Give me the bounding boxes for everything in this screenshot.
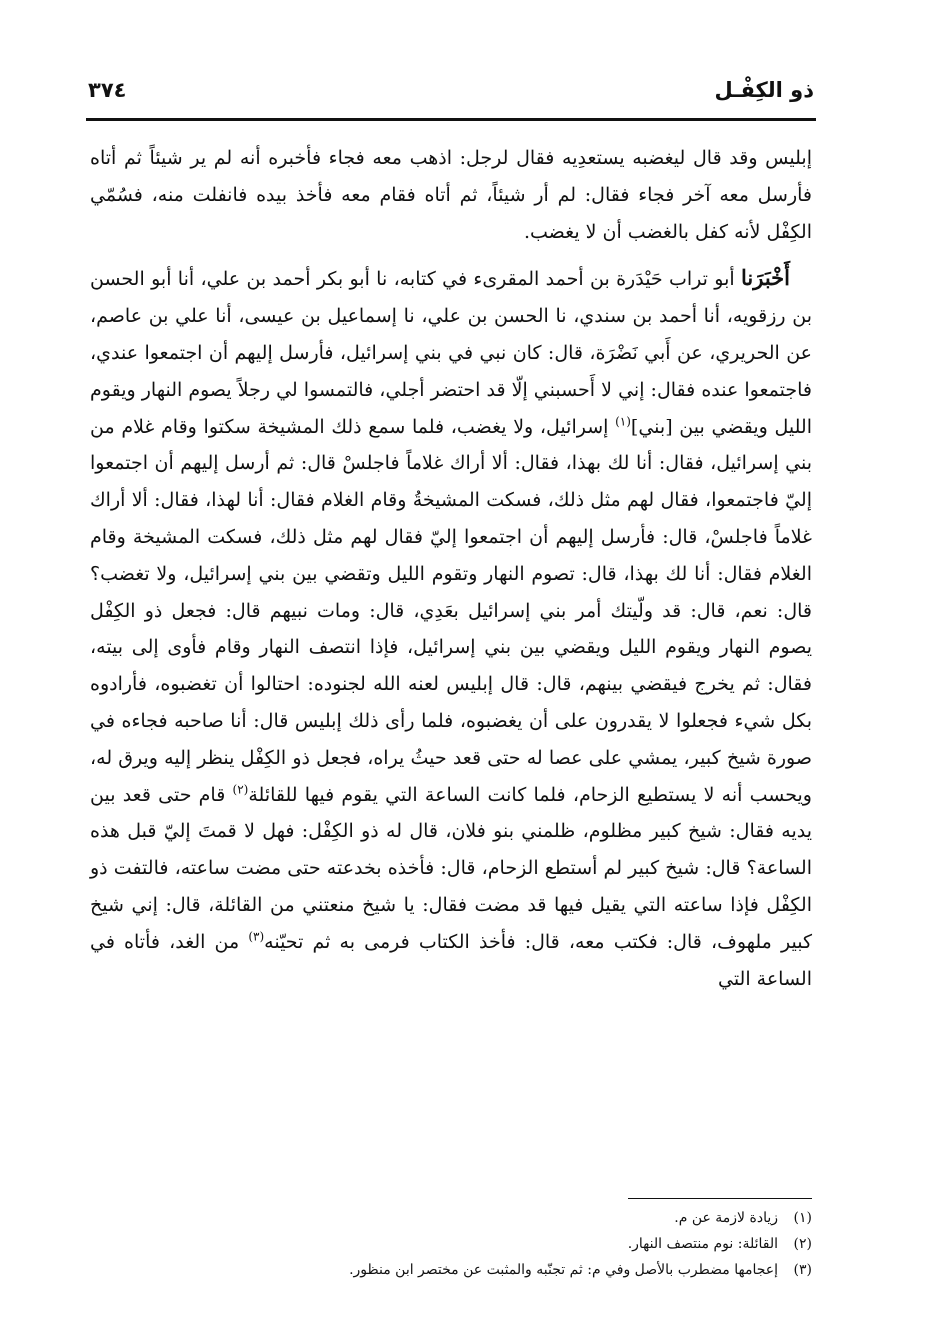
footnote-number: (٣) — [793, 1262, 812, 1278]
paragraph-text: قام حتى قعد بين يديه فقال: شيخ كبير مظلوم، ظلمني بنو فلان، قال له ذو الكِفْل: فهل لا قمتَ إليّ قبل هذه الساعة؟ قال: شيخ كبير لم أستطع الزحام، قال: فأخذه بخدعته حتى مضت ساعته، فالتفت ذو الكِفْل فإذا ساعته التي يقيل فيها قد مضت فقال: يا شيخ منعتني من القائلة، قال: إني شيخ كبير ملهوف، قال: فكتب معه، قال: فأخذ الكتاب فرمى به ثم تحيّنه — [90, 783, 812, 953]
header-rule — [86, 118, 816, 121]
running-header — [88, 78, 814, 114]
page-number: ٣٧٤ — [88, 78, 127, 102]
footnote-text: القائلة: نوم منتصف النهار. — [627, 1236, 778, 1252]
footnote-number: (١) — [793, 1210, 812, 1226]
footnote-number: (٢) — [793, 1236, 812, 1252]
paragraph-2 — [90, 260, 812, 997]
paragraph-1 — [90, 140, 812, 250]
footnote-ref-1[interactable]: (١) — [615, 414, 631, 429]
footnote-text: إعجامها مضطرب بالأصل وفي م: ثم تجنّبه والمثبت عن مختصر ابن منظور. — [349, 1262, 778, 1278]
chapter-title: ذو الكِفْـل — [714, 78, 814, 102]
footnotes — [280, 1205, 812, 1283]
paragraph-text: أبو تراب حَيْدَرة بن أحمد المقرىء في كتابه، نا أبو بكر أحمد بن علي، أنا أبو الحسن بن رزقويه، أنا أحمد بن سندي، نا الحسن بن علي، نا إسماعيل بن عيسى، أنا علي بن عاصم، عن الحريري، عن أَبي نَضْرَة، قال: كان نبي في بني إسرائيل، فأرسل إليهم أن اجتمعوا عندي، فاجتمعوا عنده فقال: إني لا أَحسبني إلّا قد احتضر أجلي، فالتمسوا لي رجلاً يصوم النهار ويقوم الليل ويقضي بين [بني] — [90, 268, 813, 438]
paragraph-text: إسرائيل، ولا يغضب، فلما سمع ذلك المشيخة سكتوا وقام غلام من بني إسرائيل، فقال: أنا لك بهذا، فقال: ألا أراك غلاماً فاجلسْ قال: ثم أرسل إليهم أن اجتمعوا إليّ فاجتمعوا، فقال لهم مثل ذلك، فسكت المشيخةُ وقام الغلام فقال: أنا لهذا، فقال: ألا أراك غلاماً فاجلسْ، قال: فأرسل إليهم أن اجتمعوا إليّ فقال لهم مثل ذلك، فسكت المشيخة وقام الغلام فقال: أنا لك بهذا، قال: تصوم النهار وتقوم الليل وتقضي بين بني إسرائيل، ولا تغضب؟ قال: نعم، قال: قد ولّيتك أمر بني إسرائيل بعَدِي، قال: ومات نبيهم قال: فجعل ذو الكِفْل يصوم النهار ويقوم الليل ويقضي بين بني إسرائيل، فإذا انتصف النهار وقام فأوى إلى بيته، فقال: ثم يخرج فيقضي بينهم، قال: قال إبليس لعنه الله لجنوده: احتالوا أن تغضبوه، فأرادوه بكل شيء فجعلوا لا يقدرون على أن يغضبوه، فلما رأى ذلك إبليس قال: أنا صاحبه فجاءه في صورة شيخ كبير، يمشي على عصا له حتى قعد حيثُ يراه، فجعل ذو الكِفْل ينظر إليه ويرق له، ويحسب أنه لا يستطيع الزحام، فلما كانت الساعة التي يقوم فيها للقائلة — [90, 415, 812, 806]
main-text — [90, 140, 812, 997]
footnote-rule — [628, 1198, 812, 1199]
footnote-ref-2[interactable]: (٢) — [232, 782, 249, 797]
paragraph-text: من الغد، فأتاه في الساعة التي — [90, 930, 812, 990]
footnote-ref-3[interactable]: (٣) — [248, 929, 265, 944]
footnote-item — [280, 1231, 812, 1257]
narration-lead: أَخْبَرَنا — [741, 265, 790, 291]
footnote-item — [280, 1257, 812, 1283]
paragraph-text: إبليس وقد قال ليغضبه يستعدِيه فقال لرجل: اذهب معه فجاء فأخبره أنه لم ير شيئاً ثم أتاه فأرسل معه آخر فجاء فقال: لم أر شيئاً، ثم أتاه فقام معه فأخذ بيده فانفلت منه، فسُمّي الكِفْل لأنه كفل بالغضب أن لا يغضب. — [90, 147, 812, 243]
footnote-text: زيادة لازمة عن م. — [674, 1210, 778, 1226]
footnote-item — [280, 1205, 812, 1231]
